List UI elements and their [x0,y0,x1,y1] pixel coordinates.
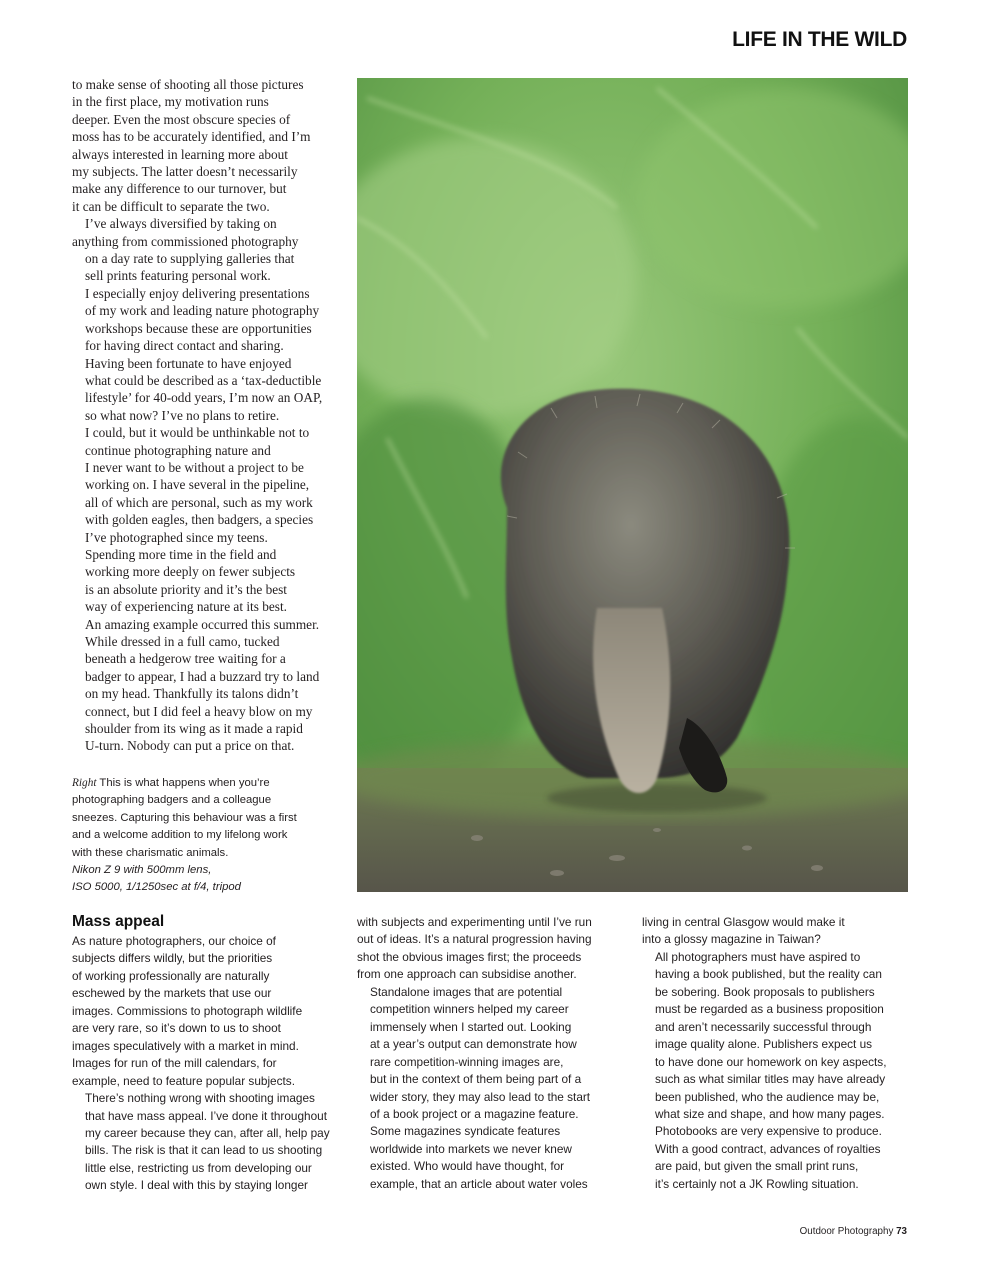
text-line: of working professionally are naturally [72,968,270,983]
text-line: Some magazines syndicate features [370,1124,561,1139]
text-line: An amazing example occurred this summer. [85,616,320,632]
text-line: all of which are personal, such as my work [85,494,313,510]
text-line: own style. I deal with this by staying longer [85,1178,308,1193]
caption-text: This is what happens when you’re [99,777,270,789]
text-line: but in the context of them being part of a [370,1072,582,1087]
text-line: worldwide into markets we never knew [370,1141,572,1156]
text-line: what size and shape, and how many pages. [655,1106,885,1121]
text-line: Spending more time in the field and [85,546,277,562]
paragraph [72,1090,340,1195]
text-line: working more deeply on fewer subjects [85,564,296,580]
text-line: on a day rate to supplying galleries that [85,251,295,267]
text-line: beneath a hedgerow tree waiting for a [85,651,286,667]
text-line: U-turn. Nobody can put a price on that. [85,738,295,754]
text-line: on my head. Thankfully its talons didn’t [85,686,299,702]
text-line: such as what similar titles may have already [655,1072,886,1087]
paragraph [72,355,342,546]
text-line: for having direct contact and sharing. [85,338,284,354]
text-line: I could, but it would be unthinkable not to [85,425,310,441]
caption-line: photographing badgers and a colleague [72,794,272,807]
text-line: I especially enjoy delivering presentations [85,285,310,301]
text-line: lifestyle’ for 40-odd years, I’m now an OAP, [85,390,323,406]
text-line: so what now? I’ve no plans to retire. [85,407,280,423]
text-line: example, that an article about water voles [370,1176,588,1191]
text-line: must be regarded as a business proposition [655,1002,884,1017]
text-line: out of ideas. It’s a natural progression having [357,932,592,947]
text-line: my subjects. The latter doesn’t necessarily [72,164,298,180]
paragraph [72,76,342,215]
text-line: to have done our homework on key aspects, [655,1054,887,1069]
text-line: All photographers must have aspired to [655,949,861,964]
text-line: having a book published, but the reality can [655,967,882,982]
text-line: connect, but I did feel a heavy blow on my [85,703,313,719]
paragraph [357,914,625,984]
paragraph [72,285,342,355]
text-line: of a book project or a magazine feature. [370,1106,579,1121]
text-line: shoulder from its wing as it made a rapid [85,721,303,737]
text-line: immensely when I started out. Looking [370,1019,572,1034]
text-line: working on. I have several in the pipeline, [85,477,310,493]
text-line: way of experiencing nature at its best. [85,599,287,615]
text-line: anything from commissioned photography [72,233,299,249]
section-heading: Mass appeal [72,913,165,930]
body-column-2 [357,913,625,1193]
text-line: continue photographing nature and [85,442,271,458]
caption-line [72,775,342,792]
page-number: 73 [896,1226,907,1237]
text-line: is an absolute priority and it’s the best [85,581,288,597]
text-line: are paid, but given the small print runs, [655,1159,859,1174]
photo-caption [72,775,342,897]
text-line: moss has to be accurately identified, and I’m [72,129,311,145]
text-line: at a year’s output can demonstrate how [370,1037,577,1052]
text-line: While dressed in a full camo, tucked [85,634,280,649]
text-line: that have mass appeal. I’ve done it throughout [85,1108,327,1123]
paragraph [72,933,340,1090]
text-line: rare competition-winning images are, [370,1054,564,1069]
text-line: it’s certainly not a JK Rowling situation. [655,1176,859,1191]
camera-settings-line: Nikon Z 9 with 500mm lens, [72,864,212,877]
text-line: workshops because these are opportunities [85,320,312,336]
text-line: I never want to be without a project to be [85,459,304,475]
paragraph [72,546,342,755]
text-line: deeper. Even the most obscure species of [72,111,291,127]
text-line: my career because they can, after all, help pay [85,1125,330,1140]
text-line: badger to appear, I had a buzzard try to land [85,668,320,684]
text-line: what could be described as a ‘tax-deductible [85,372,322,388]
text-line: be sobering. Book proposals to publishers [655,984,875,999]
page-footer [800,1226,907,1237]
text-line: eschewed by the markets that use our [72,986,272,1001]
caption-lead: Right [72,777,97,789]
text-line: with golden eagles, then badgers, a species [85,512,314,528]
text-line: Images for run of the mill calendars, for [72,1056,277,1071]
text-line: to make sense of shooting all those pictures [72,77,304,92]
text-line: little else, restricting us from developing our [85,1160,312,1175]
text-line: sell prints featuring personal work. [85,268,271,284]
intro-text-column [72,76,342,755]
text-line: make any difference to our turnover, but [72,181,287,197]
text-line: With a good contract, advances of royalties [655,1141,881,1156]
text-line: into a glossy magazine in Taiwan? [642,932,821,947]
caption-line: and a welcome addition to my lifelong work [72,829,288,842]
text-line: are very rare, so it’s down to us to shoot [72,1021,281,1036]
text-line: always interested in learning more about [72,146,289,162]
text-line: wider story, they may also lead to the start [370,1089,591,1104]
text-line: Standalone images that are potential [370,984,563,999]
text-line: images speculatively with a market in mind. [72,1038,299,1053]
text-line: from one approach can subsidise another. [357,967,577,982]
text-line: existed. Who would have thought, for [370,1159,565,1174]
magazine-name: Outdoor Photography [799,1226,894,1237]
text-line: competition winners helped my career [370,1002,569,1017]
body-column-3 [642,913,910,1193]
text-line: I’ve photographed since my teens. [85,529,268,545]
text-line: and aren’t necessarily successful through [655,1019,872,1034]
text-line: been published, who the audience may be, [655,1089,880,1104]
text-line: with subjects and experimenting until I’ve run [357,915,592,929]
text-line: in the first place, my motivation runs [72,94,269,110]
text-line: image quality alone. Publishers expect us [655,1037,873,1052]
text-line: living in central Glasgow would make it [642,915,845,929]
text-line: it can be difficult to separate the two. [72,198,270,214]
text-line: As nature photographers, our choice of [72,934,276,948]
text-line: I’ve always diversified by taking on [85,216,277,232]
caption-line: with these charismatic animals. [72,846,229,859]
camera-settings-line: ISO 5000, 1/1250sec at f/4, tripod [72,881,241,894]
text-line: Photobooks are very expensive to produce. [655,1124,882,1139]
text-line: example, need to feature popular subjects. [72,1073,295,1088]
text-line: bills. The risk is that it can lead to us shooting [85,1143,323,1158]
paragraph [72,215,342,285]
text-line: There’s nothing wrong with shooting images [85,1091,315,1106]
badger-photo [357,78,908,892]
text-line: shot the obvious images first; the proceeds [357,949,582,964]
body-column-1 [72,913,340,1195]
paragraph [642,949,910,1193]
paragraph [642,914,910,949]
section-header: LIFE IN THE WILD [732,28,907,51]
text-line: images. Commissions to photograph wildlife [72,1003,303,1018]
text-line: of my work and leading nature photography [85,303,320,319]
text-line: Having been fortunate to have enjoyed [85,355,292,371]
text-line: subjects differs wildly, but the priorities [72,951,273,966]
caption-line: sneezes. Capturing this behaviour was a first [72,811,297,824]
paragraph [357,984,625,1193]
